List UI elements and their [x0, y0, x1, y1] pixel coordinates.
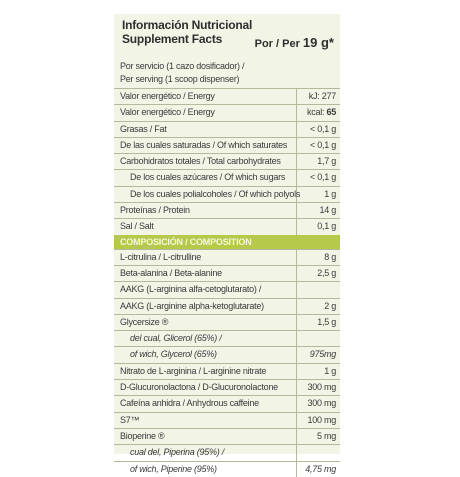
serving-row	[114, 60, 340, 88]
column-divider	[296, 154, 297, 169]
column-divider	[296, 105, 297, 120]
column-divider	[296, 315, 297, 330]
table-row	[114, 298, 340, 314]
table-row	[114, 104, 340, 120]
row-value: 5 mg	[316, 430, 336, 441]
row-value: 4,75 mg	[305, 463, 336, 474]
composition-section-header: COMPOSICIÓN / COMPOSITION	[114, 235, 340, 249]
serving-line-2: Per serving (1 scoop dispenser)	[120, 74, 240, 84]
title-english: Supplement Facts	[122, 32, 223, 46]
table-row	[114, 412, 340, 428]
column-divider	[296, 122, 297, 137]
row-label: L-citrulina / L-citrulline	[120, 251, 202, 262]
table-row	[114, 88, 340, 104]
row-value	[307, 105, 336, 119]
row-label: of wich, Glycerol (65%)	[130, 349, 217, 360]
row-label: Nitrato de L-arginina / L-arginine nitrate	[120, 365, 267, 376]
table-row	[114, 218, 340, 234]
title-spanish: Información Nutricional	[122, 18, 253, 32]
column-divider	[296, 219, 297, 234]
row-label: Beta-alanina / Beta-alanine	[120, 267, 222, 278]
row-value: 1 g	[324, 365, 336, 376]
per-amount: 19 g*	[302, 35, 334, 50]
row-value: 1,7 g	[317, 156, 336, 167]
column-divider	[296, 380, 297, 395]
row-label: del cual, Glicerol (65%) /	[130, 333, 222, 344]
row-value: 300 mg	[307, 382, 336, 393]
row-label: De los cuales polialcoholes / Of which polyols	[130, 188, 301, 199]
table-row	[114, 428, 340, 444]
table-row	[114, 314, 340, 330]
row-value: 975mg	[309, 349, 336, 360]
column-divider	[296, 462, 297, 477]
row-value-unit: kcal:	[306, 107, 325, 118]
facts-table	[114, 60, 340, 477]
column-divider	[296, 89, 297, 104]
row-value-number: 65	[326, 107, 336, 118]
table-row	[114, 153, 340, 169]
column-divider	[296, 347, 297, 362]
row-value: < 0,1 g	[309, 139, 336, 150]
row-label: cual del, Piperina (95%) /	[130, 447, 225, 458]
row-label: AAKG (L-arginine alpha-ketoglutarate)	[120, 300, 264, 311]
row-label: De los cuales azúcares / Of which sugars	[130, 172, 286, 183]
column-divider	[296, 396, 297, 411]
row-label: Bioperine ®	[120, 430, 165, 441]
table-row	[114, 461, 340, 477]
row-label: of wich, Piperine (95%)	[130, 463, 217, 474]
column-divider	[296, 364, 297, 379]
column-divider	[296, 266, 297, 281]
row-label: Glycersize ®	[120, 316, 169, 327]
row-label: S7™	[120, 414, 140, 425]
row-label: Sal / Salt	[120, 221, 154, 232]
row-label: Cafeína anhidra / Anhydrous caffeine	[120, 398, 259, 409]
row-value: 300 mg	[307, 398, 336, 409]
row-label: Valor energético / Energy	[120, 91, 215, 101]
row-label: D-Glucuronolactona / D-Glucuronolactone	[120, 382, 278, 393]
row-value: 2 g	[324, 300, 336, 311]
table-row	[114, 249, 340, 265]
table-row	[114, 395, 340, 411]
row-value: 0,1 g	[317, 221, 336, 232]
column-divider	[296, 445, 297, 460]
table-row	[114, 265, 340, 281]
table-row	[114, 281, 340, 297]
per-prefix: Por / Per	[254, 38, 300, 50]
row-label: Carbohidratos totales / Total carbohydrates	[120, 156, 281, 167]
table-row	[114, 330, 340, 346]
table-row	[114, 202, 340, 218]
column-divider	[296, 299, 297, 314]
table-row	[114, 137, 340, 153]
row-value: 14 g	[319, 205, 336, 216]
row-value: kJ: 277	[308, 91, 336, 101]
column-divider	[296, 203, 297, 218]
row-label: De las cuales saturadas / Of which saturates	[120, 139, 288, 150]
table-row	[114, 346, 340, 362]
row-value: 100 mg	[307, 414, 336, 425]
row-label: Valor energético / Energy	[120, 107, 215, 118]
table-row	[114, 186, 340, 202]
column-divider	[296, 138, 297, 153]
row-label: AAKG (L-arginina alfa-cetoglutarato) /	[120, 284, 262, 295]
row-value: 1 g	[324, 188, 336, 199]
row-value: < 0,1 g	[309, 172, 336, 183]
column-divider	[296, 429, 297, 444]
row-value: < 0,1 g	[309, 123, 336, 134]
nutrition-panel	[114, 14, 340, 474]
serving-line-1: Por servicio (1 cazo dosificador) /	[120, 61, 245, 71]
column-divider	[296, 282, 297, 297]
row-value: 8 g	[324, 251, 336, 262]
row-value: 2,5 g	[317, 267, 336, 278]
table-row	[114, 379, 340, 395]
table-row	[114, 121, 340, 137]
table-row	[114, 444, 340, 460]
row-label: Grasas / Fat	[120, 123, 167, 134]
table-row	[114, 363, 340, 379]
column-divider	[296, 170, 297, 185]
per-serving-amount	[255, 35, 334, 50]
panel-header	[122, 18, 336, 52]
row-label: Proteínas / Protein	[120, 205, 190, 216]
column-divider	[296, 331, 297, 346]
column-divider	[296, 413, 297, 428]
table-row	[114, 169, 340, 185]
row-value: 1,5 g	[317, 316, 336, 327]
column-divider	[296, 250, 297, 265]
